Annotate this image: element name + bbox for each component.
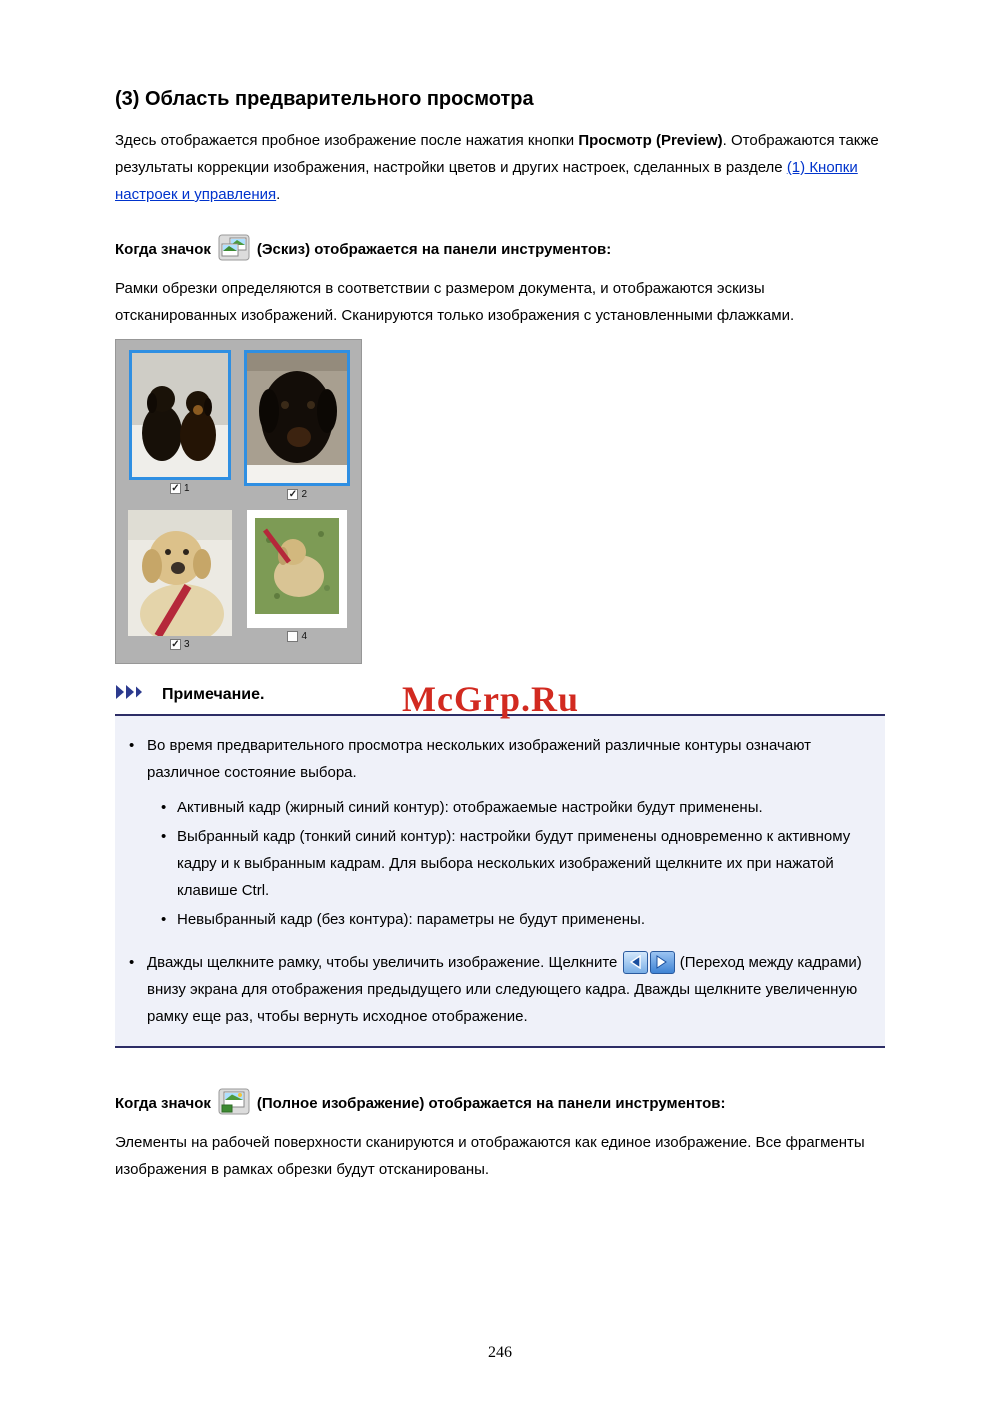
note-label: Примечание. xyxy=(162,685,265,703)
photo-frame-4 xyxy=(242,510,354,668)
frame-3-checkbox: ✓ xyxy=(171,639,180,650)
whole-image-mode-heading xyxy=(115,1088,885,1119)
frame-2-checkbox: ✓ xyxy=(288,489,298,500)
dog-photo-4 xyxy=(247,510,347,628)
preview-area-screenshot xyxy=(115,339,362,664)
note-sub-3 xyxy=(161,906,869,933)
note-bullet-2-after: (Переход между кадрами) внизу экрана для отображения предыдущего или следующего кадра. Дважды щелкните увеличенную рамку еще раз, чтобы вернуть исходное отображение. xyxy=(147,954,862,1025)
watermark: McGrp.Ru xyxy=(402,679,579,719)
page-title: (3) Область предварительного просмотра xyxy=(115,88,534,110)
photo-frame-1 xyxy=(124,350,236,510)
whole-image-description: Элементы на рабочей поверхности сканируются и отображаются как единое изображение. Все фрагменты изображения в рамках обрезки будут отсканированы. xyxy=(115,1134,865,1178)
photo-4-border xyxy=(247,510,347,628)
note-bullet-1-text: Во время предварительного просмотра нескольких изображений различные контуры означают различное состояние выбора. xyxy=(147,737,812,781)
photo-3-border xyxy=(128,510,232,636)
frame-2-number: 2 xyxy=(301,489,308,500)
thumbnail-mode-heading-after: (Эскиз) отображается на панели инструментов: xyxy=(256,241,612,258)
photo-frame-2 xyxy=(242,350,354,510)
bullet-dot: • xyxy=(129,737,135,754)
frame-2-caption xyxy=(287,489,307,500)
note-sub-2-text: Выбранный кадр (тонкий синий контур): настройки будут применены одновременно к активному кадру и к выбранным кадрам. Для выбора нескольких изображений щелкните их при нажатой клавише Ctrl. xyxy=(177,828,851,899)
intro-text-2: . Отображаются также результаты коррекции изображения, настройки цветов и других настроек, сделанных в разделе xyxy=(115,132,879,176)
page-number: 246 xyxy=(488,1344,512,1361)
frame-4-number: 4 xyxy=(301,631,308,642)
note-sub-2 xyxy=(161,823,869,904)
frame-1-caption xyxy=(170,483,190,494)
intro-text-3: . xyxy=(276,186,281,203)
thumbnail-mode-heading xyxy=(115,234,885,265)
dogs-photo-1 xyxy=(132,353,228,477)
frame-3-number: 3 xyxy=(183,639,190,650)
whole-image-mode-heading-after: (Полное изображение) отображается на панели инструментов: xyxy=(256,1095,726,1112)
dog-photo-2 xyxy=(247,353,347,483)
bullet-dot: • xyxy=(161,911,167,928)
whole-image-icon xyxy=(218,1088,250,1119)
note-box xyxy=(115,714,885,1048)
whole-image-mode-heading-before: Когда значок xyxy=(115,1095,211,1112)
note-sub-1-text: Активный кадр (жирный синий контур): отображаемые настройки будут применены. xyxy=(177,799,763,816)
bullet-dot: • xyxy=(129,954,135,971)
note-bullet-2-before: Дважды щелкните рамку, чтобы увеличить изображение. Щелкните xyxy=(147,954,622,971)
intro-paragraph xyxy=(115,127,885,208)
photo-2-active-border xyxy=(244,350,350,486)
note-bullet-2 xyxy=(129,949,869,1030)
frame-1-checkbox: ✓ xyxy=(171,483,180,494)
settings-controls-link[interactable]: (1) Кнопки настроек и управления xyxy=(115,159,858,203)
next-frame-button-icon xyxy=(650,951,675,974)
frame-3-caption xyxy=(170,639,190,650)
photo-1-active-border xyxy=(129,350,231,480)
note-sub-3-text: Невыбранный кадр (без контура): параметры не будут применены. xyxy=(177,911,645,928)
dog-photo-3 xyxy=(128,510,232,636)
thumbnail-mode-description: Рамки обрезки определяются в соответствии с размером документа, и отображаются эскизы отсканированных изображений. Сканируются только изображения с установленными флажками. xyxy=(115,280,795,324)
frame-1-number: 1 xyxy=(183,483,190,494)
note-bullet-1 xyxy=(129,732,869,943)
thumbnail-mode-heading-before: Когда значок xyxy=(115,241,211,258)
intro-text-1: Здесь отображается пробное изображение после нажатия кнопки xyxy=(115,132,579,149)
frame-4-checkbox xyxy=(287,631,298,642)
note-sub-list xyxy=(161,794,869,933)
bullet-dot: • xyxy=(161,799,167,816)
previous-frame-button-icon xyxy=(623,951,648,974)
note-sub-1 xyxy=(161,794,869,821)
frame-4-caption xyxy=(287,631,307,642)
note-chevrons-icon xyxy=(115,684,153,705)
photo-frame-3 xyxy=(124,510,236,668)
thumbnails-icon xyxy=(218,234,250,265)
bullet-dot: • xyxy=(161,828,167,845)
preview-button-name: Просмотр (Preview) xyxy=(578,132,723,149)
